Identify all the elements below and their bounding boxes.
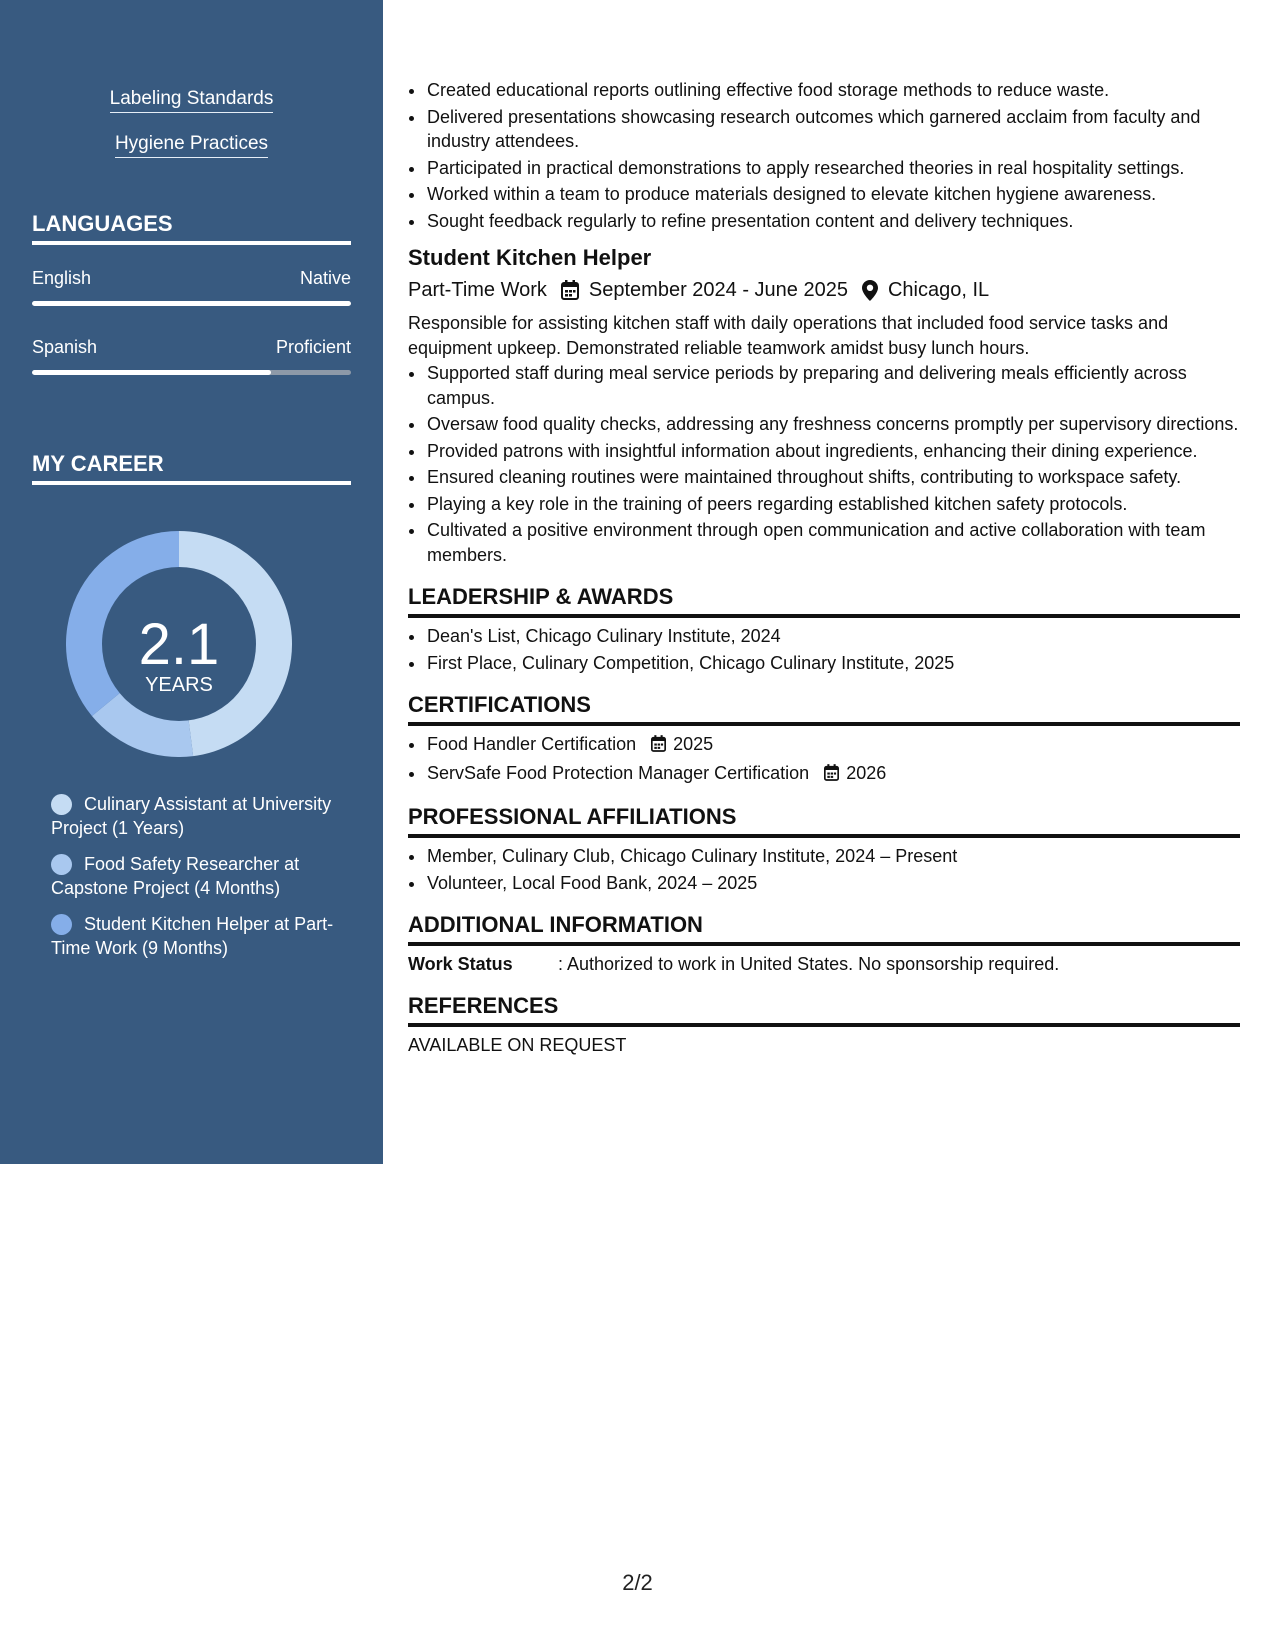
skill-label: Labeling Standards [110, 88, 274, 113]
affiliations-list [408, 844, 1240, 895]
work-status-value: : Authorized to work in United States. No sponsorship required. [558, 954, 1060, 974]
experience-bullets [408, 78, 1240, 233]
career-heading: MY CAREER [32, 451, 351, 485]
cert-name: ServSafe Food Protection Manager Certification [427, 762, 810, 783]
work-status-label: Work Status [408, 954, 513, 974]
job-description: Responsible for assisting kitchen staff with daily operations that included food service tasks and equipment upkeep. Demonstrated reliable teamwork amidst busy lunch hours. [408, 313, 1169, 358]
list-item [426, 761, 1240, 788]
list-item: • Member, Culinary Club, Chicago Culinary Institute, 2024 – Present [426, 844, 1240, 869]
page-number: 2/2 [622, 1570, 653, 1595]
list-item: • Cultivated a positive environment through open communication and active collaboration with team members. [426, 518, 1240, 567]
skill-label: Hygiene Practices [115, 133, 268, 158]
list-item: • Provided patrons with insightful information about ingredients, enhancing their dining experience. [426, 439, 1240, 464]
language-level: Native [299, 268, 351, 288]
career-dot-icon [51, 794, 72, 815]
job-title: Student Kitchen Helper [408, 245, 652, 270]
language-name: Spanish [32, 337, 98, 357]
job-dates: September 2024 - June 2025 [588, 279, 848, 301]
career-list [51, 792, 351, 972]
cert-name: Food Handler Certification [427, 734, 637, 754]
skill-hygiene-practices[interactable] [0, 133, 383, 158]
list-item: • Worked within a team to produce materials designed to elevate kitchen hygiene awareness. [426, 182, 1240, 207]
list-item: • Volunteer, Local Food Bank, 2024 – 2025 [426, 871, 1240, 896]
career-item-text: Culinary Assistant at University Project (1 Years) [51, 794, 332, 838]
list-item: • Supported staff during meal service periods by preparing and delivering meals efficiently across campus. [426, 361, 1240, 410]
job-meta [408, 275, 1240, 305]
career-item [51, 912, 351, 960]
list-item: • Oversaw food quality checks, addressing any freshness concerns promptly per supervisory directions. [426, 412, 1240, 437]
calendar-icon [561, 280, 579, 300]
cert-year: 2025 [673, 734, 714, 754]
list-item: • Ensured cleaning routines were maintained throughout shifts, contributing to workspace safety. [426, 465, 1240, 490]
leadership-heading: LEADERSHIP & AWARDS [408, 583, 1240, 618]
career-item [51, 852, 351, 900]
list-item [426, 732, 1240, 759]
list-item: • Dean's List, Chicago Culinary Institute, 2024 [426, 624, 1240, 649]
calendar-icon [651, 734, 666, 759]
career-total-unit: YEARS [145, 674, 213, 696]
language-bar-fill [32, 301, 351, 306]
leadership-list [408, 624, 1240, 675]
main-content [408, 78, 1240, 1058]
list-item: • Playing a key role in the training of peers regarding established kitchen safety protocols. [426, 492, 1240, 517]
job-location: Chicago, IL [887, 279, 990, 301]
location-pin-icon [862, 280, 878, 301]
languages-heading: LANGUAGES [32, 211, 351, 245]
affiliations-heading: PROFESSIONAL AFFILIATIONS [408, 803, 1240, 838]
cert-year: 2026 [846, 762, 887, 783]
language-name: English [32, 268, 92, 288]
language-level: Proficient [275, 337, 351, 357]
skill-labeling-standards[interactable] [0, 88, 383, 113]
career-item [51, 792, 351, 840]
language-bar [32, 301, 351, 306]
career-dot-icon [51, 914, 72, 935]
sidebar [0, 0, 383, 1164]
career-item-text: Student Kitchen Helper at Part-Time Work (9 Months) [51, 914, 334, 958]
job-company: Part-Time Work [408, 279, 547, 301]
career-item-text: Food Safety Researcher at Capstone Project (4 Months) [51, 854, 300, 898]
job-bullets [408, 361, 1240, 567]
list-item: • First Place, Culinary Competition, Chicago Culinary Institute, 2025 [426, 651, 1240, 676]
language-bar [32, 370, 351, 375]
career-dot-icon [51, 854, 72, 875]
list-item: • Created educational reports outlining effective food storage methods to reduce waste. [426, 78, 1240, 103]
list-item: • Participated in practical demonstrations to apply researched theories in real hospitality settings. [426, 156, 1240, 181]
calendar-icon [824, 763, 839, 788]
certifications-list [408, 732, 1240, 787]
list-item: • Delivered presentations showcasing research outcomes which garnered acclaim from faculty and industry attendees. [426, 105, 1240, 154]
language-bar-fill [32, 370, 271, 375]
references-text: AVAILABLE ON REQUEST [408, 1035, 627, 1055]
certifications-heading: CERTIFICATIONS [408, 691, 1240, 726]
career-donut-chart [66, 531, 292, 757]
additional-info-heading: ADDITIONAL INFORMATION [408, 911, 1240, 946]
work-status-row [408, 952, 1240, 976]
career-total-value: 2.1 [138, 612, 220, 677]
references-heading: REFERENCES [408, 992, 1240, 1027]
list-item: • Sought feedback regularly to refine presentation content and delivery techniques. [426, 209, 1240, 234]
